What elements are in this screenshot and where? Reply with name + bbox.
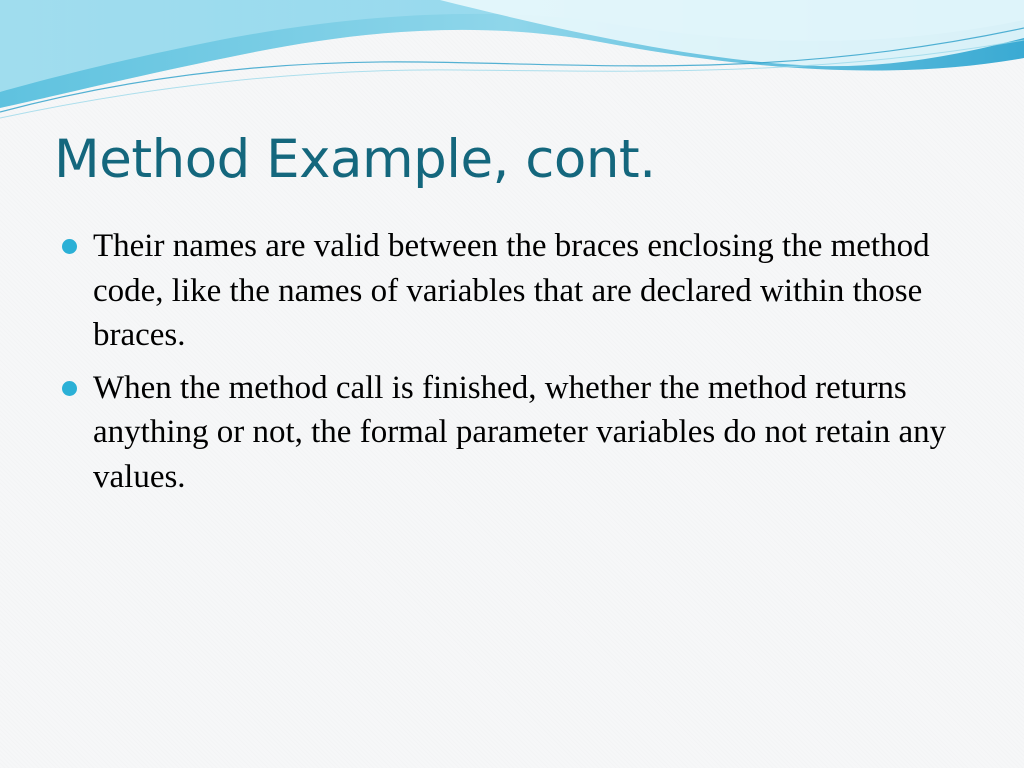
bullet-item bbox=[62, 366, 972, 500]
slide-title: Method Example, cont. bbox=[54, 129, 656, 190]
bullet-dot-icon bbox=[62, 381, 77, 396]
bullet-text: When the method call is finished, whether the method returns anything or not, the formal parameter variables do not retain any values. bbox=[93, 369, 947, 495]
bullet-list bbox=[62, 224, 972, 507]
bullet-text: Their names are valid between the braces enclosing the method code, like the names of variables that are declared within those braces. bbox=[93, 228, 930, 353]
bullet-item bbox=[62, 224, 972, 358]
bullet-dot-icon bbox=[62, 239, 77, 254]
header-wave-decoration bbox=[0, 0, 1024, 130]
